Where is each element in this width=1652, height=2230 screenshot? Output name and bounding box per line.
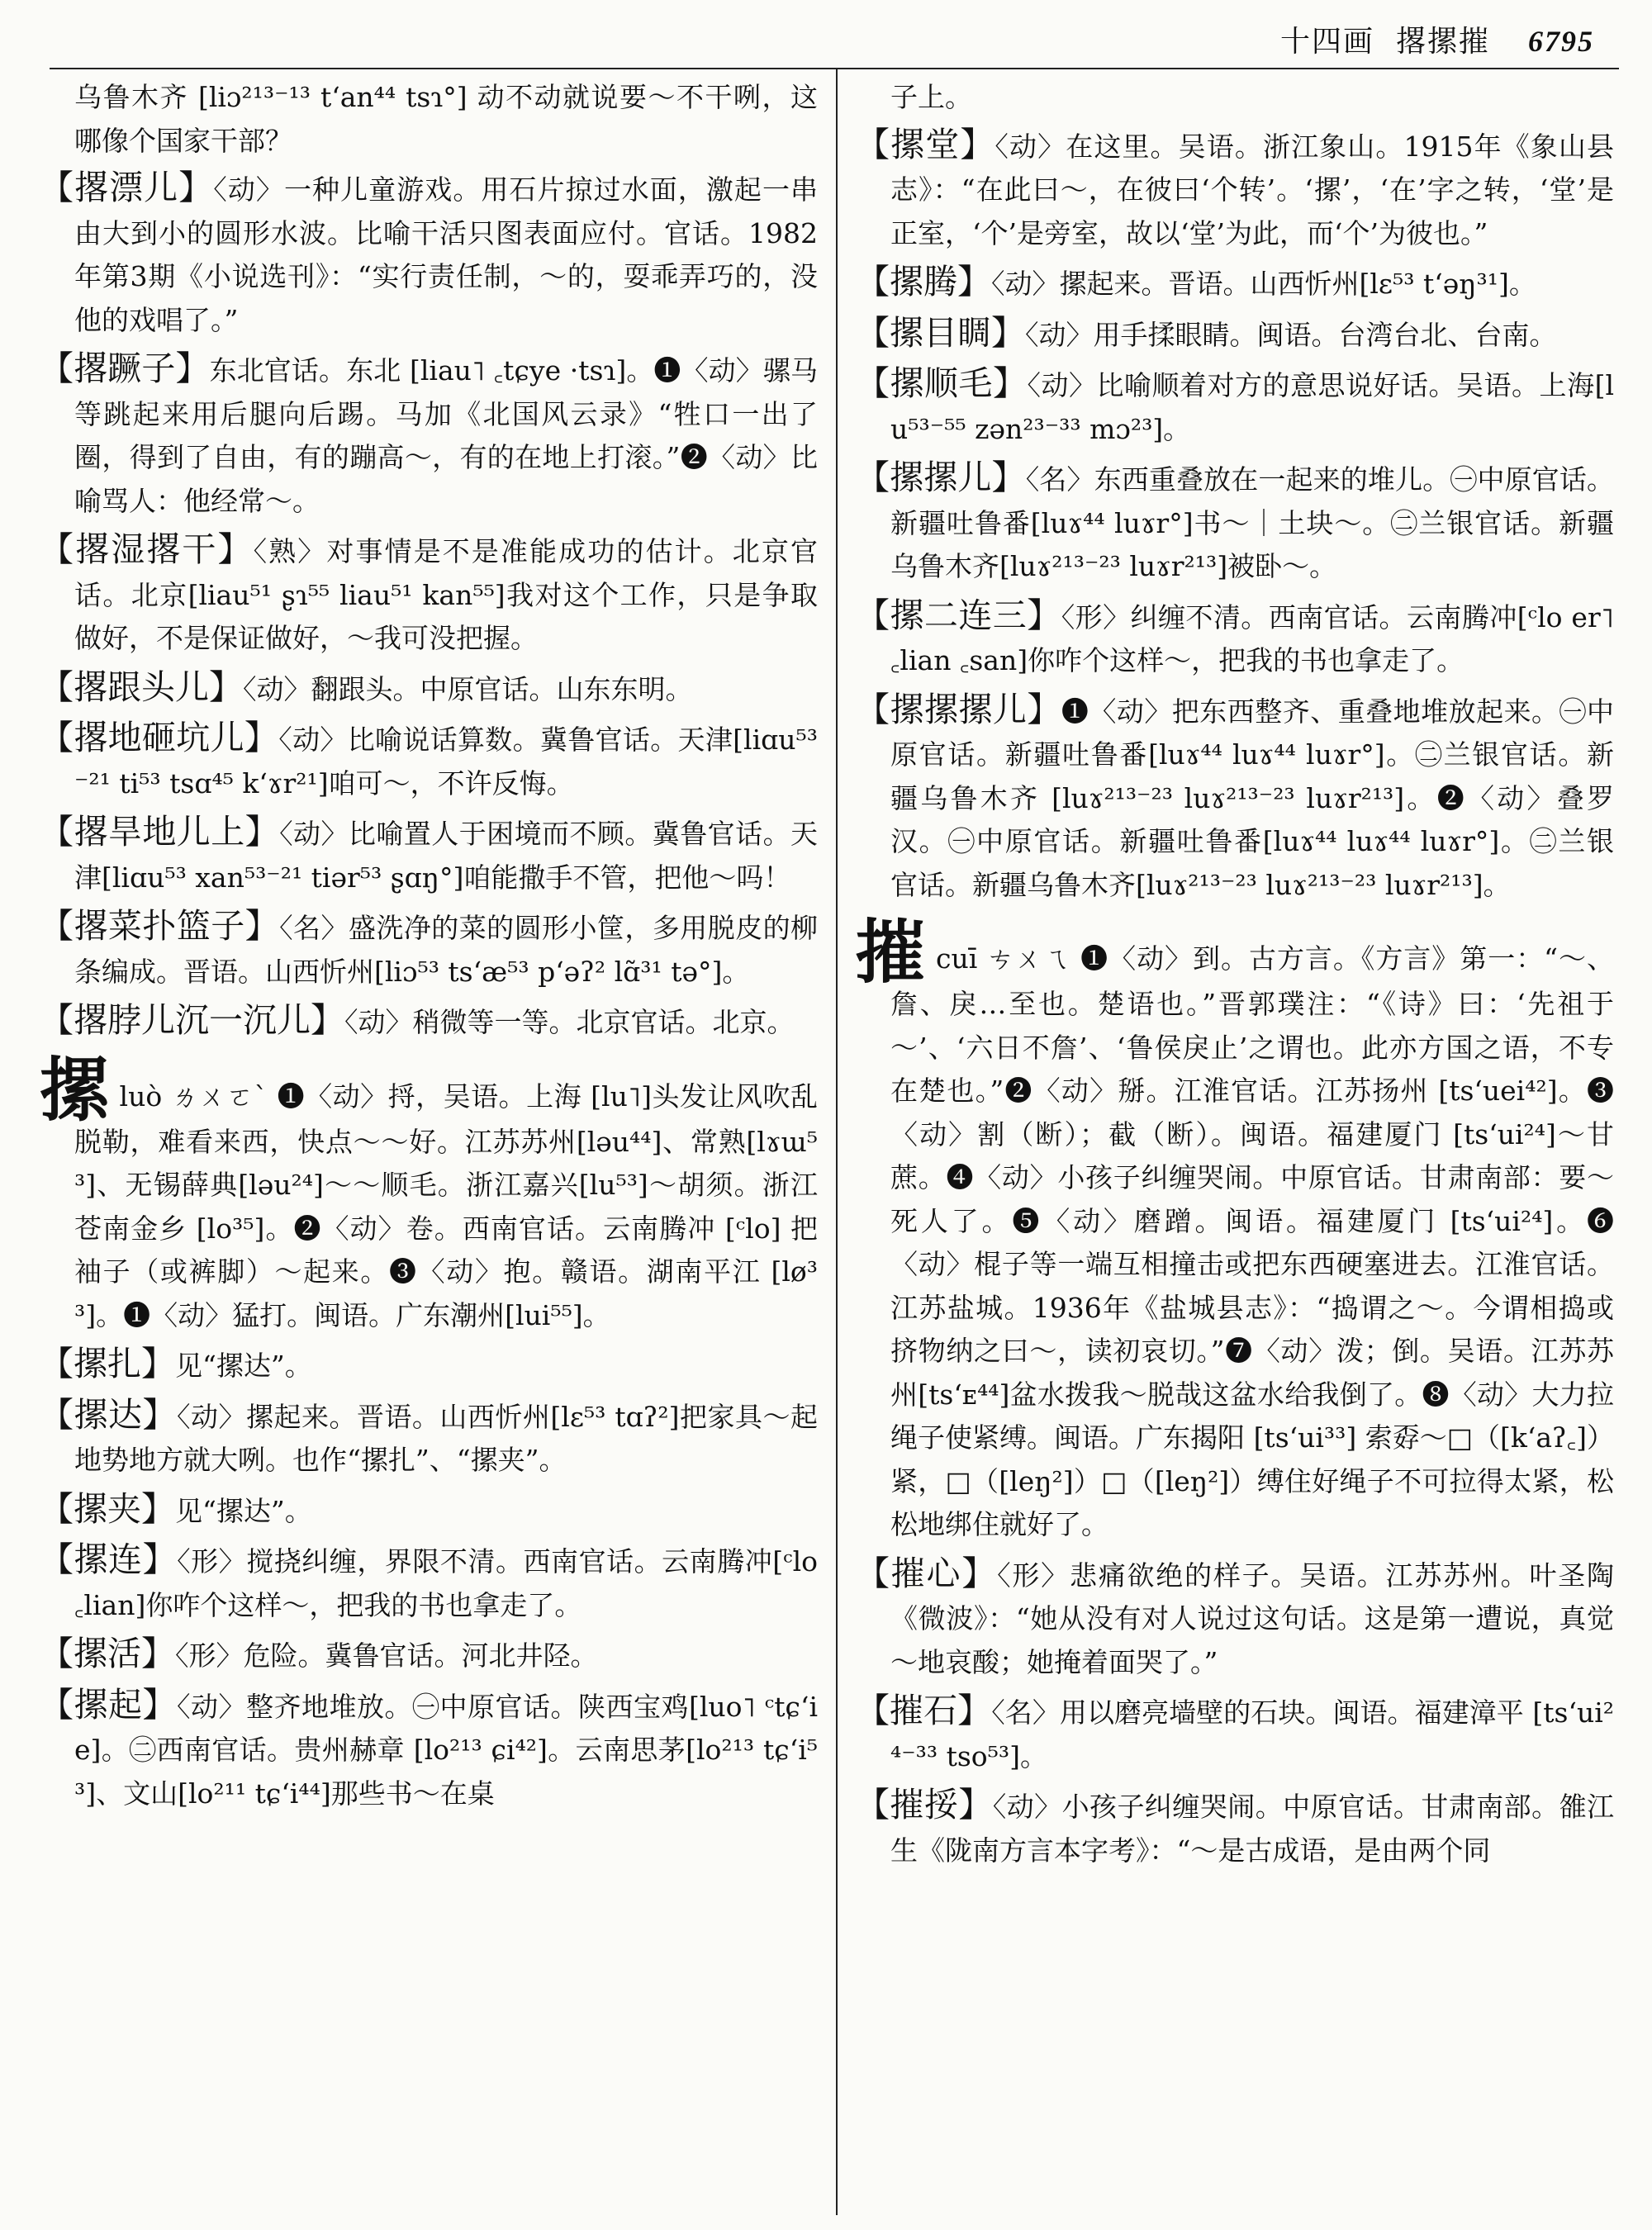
entry-headword: 【摞摞儿】 xyxy=(856,458,1026,497)
entry-headword: 【摞活】 xyxy=(40,1634,175,1673)
dictionary-entry xyxy=(856,311,1614,358)
entry-definition: 〈形〉搅挠纠缠，界限不清。西南官话。云南腾冲[ᶜlo ꜀lian]你咋个这样～，把我的书也拿走了。 xyxy=(74,1545,818,1621)
entry-definition: 〈名〉盛洗净的菜的圆形小筐，多用脱皮的柳条编成。晋语。山西忻州[liɔ⁵³ tsʻæ⁵³ pʻəʔ² lɑ̃³¹ tə°]。 xyxy=(74,912,819,988)
dictionary-entry xyxy=(40,999,818,1045)
entry-definition: 〈动〉翻跟头。中原官话。山东东明。 xyxy=(243,672,693,705)
dictionary-entry xyxy=(856,260,1614,306)
entry-definition: 〈熟〉对事情是不是准能成功的估计。北京官话。北京[liau⁵¹ ʂɿ⁵⁵ liau⁵¹ kan⁵⁵]我对这个工作，只是争取做好，不是保证做好，～我可没把握。 xyxy=(74,535,819,654)
dictionary-entry xyxy=(40,810,818,899)
entry-headword: 【摞连】 xyxy=(40,1540,178,1579)
entry-headword: 【撂跟头儿】 xyxy=(40,667,243,707)
entry-definition: 东北官话。东北 [liau˥ ꜀tɕye ·tsɿ]。❶〈动〉骡马等跳起来用后腿向后踢。马加《北国风云录》“牲口一出了圈，得到了自由，有的蹦高～，有的在地上打滚。”❷〈动〉比喻骂人：他经常～。 xyxy=(74,354,818,517)
entry-headword: 【摧挼】 xyxy=(856,1785,993,1824)
head-character-entry xyxy=(40,1048,818,1338)
entry-headword: 【摞达】 xyxy=(40,1394,177,1435)
entry-headword: 【摞目睭】 xyxy=(856,312,1025,353)
entry-definition: 〈动〉摞起来。晋语。山西忻州[lɛ⁵³ tʻəŋ³¹]。 xyxy=(991,268,1536,300)
entry-definition: 〈动〉一种儿童游戏。用石片掠过水面，激起一串由大到小的圆形水波。比喻干活只图表面应付。官话。1982年第3期《小说选刊》：“实行责任制，～的，耍乖弄巧的，没他的戏唱了。” xyxy=(74,173,819,336)
dictionary-entry xyxy=(40,1393,818,1483)
entry-headword: 【摞扎】 xyxy=(40,1344,175,1383)
entry-headword: 【撂漂儿】 xyxy=(40,168,214,207)
entry-definition: luò ㄌㄨㄛˋ ❶〈动〉捋，吴语。上海 [lu˥]头发让风吹乱脱勒，难看来西，快点～～好。江苏苏州[ləu⁴⁴]、常熟[lɤɯ⁵³]、无锡薛典[ləu²⁴]～～顺毛。浙江嘉兴[lu⁵³]～胡须。浙江苍南金乡 [lo³⁵]。❷〈动〉卷。西南官话。云南腾冲 [ᶜlo] 把袖子（或裤脚）～起来。❸〈动〉抱。赣语。湖南平江 [lø³³]。❶〈动〉猛打。闽语。广东潮州[lui⁵⁵]。 xyxy=(74,1079,818,1331)
entry-definition: 〈名〉东西重叠放在一起来的堆儿。㊀中原官话。新疆吐鲁番[luɤ⁴⁴ luɤr°]书～｜土块～。㊁兰银官话。新疆乌鲁木齐[luɤ²¹³⁻²³ luɤr²¹³]被卧～。 xyxy=(890,463,1615,582)
entry-headword: 【摞摞摞儿】 xyxy=(856,689,1061,729)
dictionary-entry xyxy=(40,666,818,712)
entry-headword: 【摞夹】 xyxy=(40,1488,175,1529)
dictionary-entry xyxy=(40,1487,818,1534)
right-column xyxy=(856,76,1614,1877)
entry-definition: 〈动〉稍微等一等。北京官话。北京。 xyxy=(344,1006,795,1038)
entry-definition: 〈动〉用手揉眼睛。闽语。台湾台北、台南。 xyxy=(1025,318,1557,351)
section-title: 十四画 xyxy=(1279,25,1374,59)
entry-headword: 【撂地砸坑儿】 xyxy=(40,718,279,757)
entry-definition: 〈动〉整齐地堆放。㊀中原官话。陕西宝鸡[luo˥ ᶜtɕʻie]。㊁西南官话。贵州赫章 [lo²¹³ ɕi⁴²]。云南思茅[lo²¹³ tɕʻi⁵³]、文山[lo²¹¹ tɕʻi⁴⁴]那些书～在桌 xyxy=(74,1690,818,1810)
entry-definition: 〈动〉在这里。吴语。浙江象山。1915年《象山县志》：“在此曰～，在彼曰‘个转’。‘摞’，‘在’字之转，‘堂’是正室，‘个’是旁室，故以‘堂’为此，而‘个’为彼也。” xyxy=(890,130,1615,249)
dictionary-entry xyxy=(856,688,1614,908)
dictionary-entry xyxy=(856,362,1614,451)
dictionary-entry xyxy=(40,1538,818,1627)
dictionary-entry xyxy=(856,1689,1614,1778)
entry-definition: 〈形〉悲痛欲绝的样子。吴语。江苏苏州。叶圣陶《微波》：“她从没有对人说过这句话。这是第一遭说，真觉～地哀酸；她掩着面哭了。” xyxy=(890,1559,1615,1678)
entry-headword: 【撂蹶子】 xyxy=(40,349,210,388)
entry-definition: 〈动〉比喻顺着对方的意思说好话。吴语。上海[lu⁵³⁻⁵⁵ zən²³⁻³³ mɔ²³]。 xyxy=(890,369,1614,445)
page-number: 6795 xyxy=(1528,25,1594,58)
entry-headword: 【摞堂】 xyxy=(856,124,995,164)
entry-definition: 〈动〉比喻说话算数。冀鲁官话。天津[liɑu⁵³⁻²¹ ti⁵³ tsɑ⁴⁵ kʻɤr²¹]咱可～，不许反悔。 xyxy=(74,724,819,799)
continued-text: 乌鲁木齐 [liɔ²¹³⁻¹³ tʻan⁴⁴ tsɿ°] 动不动就说要～不干咧，这哪像个国家干部？ xyxy=(74,81,818,157)
entry-headword: 【摞起】 xyxy=(40,1684,177,1725)
entry-definition: 〈名〉用以磨亮墙壁的石块。闽语。福建漳平 [tsʻui²⁴⁻³³ tso⁵³]。 xyxy=(890,1696,1615,1772)
entry-headword: 【撂旱地儿上】 xyxy=(40,812,280,852)
dictionary-entry xyxy=(40,347,818,523)
column-divider xyxy=(836,68,838,2215)
dictionary-entry xyxy=(40,1683,818,1816)
entry-headword: 【撂菜扑篮子】 xyxy=(40,906,280,946)
head-character: 摞 xyxy=(40,1048,110,1131)
dictionary-entry xyxy=(856,1783,1614,1872)
entry-headword: 【摞腾】 xyxy=(856,262,991,301)
entry-definition: 〈形〉纠缠不清。西南官话。云南腾冲[ᶜlo er˥ ꜀lian ꜀san]你咋个这样～，把我的书也拿走了。 xyxy=(890,600,1615,676)
entry-headword: 【摞二连三】 xyxy=(856,595,1061,635)
dictionary-entry xyxy=(40,716,818,805)
dictionary-entry xyxy=(856,594,1614,683)
entry-definition: 见“摞达”。 xyxy=(175,1494,312,1527)
entry-definition: 〈形〉危险。冀鲁官话。河北井陉。 xyxy=(175,1639,598,1672)
header-rule xyxy=(50,68,1619,69)
dictionary-entry xyxy=(856,1552,1614,1685)
dictionary-entry xyxy=(40,1632,818,1678)
entry-headword: 【摧石】 xyxy=(856,1691,992,1730)
entry-headword: 【摞顺毛】 xyxy=(856,363,1028,403)
dictionary-entry xyxy=(856,123,1614,256)
entry-definition: ❶〈动〉把东西整齐、重叠地堆放起来。㊀中原官话。新疆吐鲁番[luɤ⁴⁴ luɤ⁴⁴ luɤr°]。㊁兰银官话。新疆乌鲁木齐 [luɤ²¹³⁻²³ luɤ²¹³⁻²³ luɤr²¹³]。❷〈动〉叠罗汉。㊀中原官话。新疆吐鲁番[luɤ⁴⁴ luɤ⁴⁴ luɤr°]。㊁兰银官话。新疆乌鲁木齐[luɤ²¹³⁻²³ luɤ²¹³⁻²³ luɤr²¹³]。 xyxy=(890,695,1615,901)
dictionary-entry xyxy=(856,456,1614,589)
entry-definition: cuī ㄘㄨㄟ ❶〈动〉到。古方言。《方言》第一：“～、詹、戾…至也。楚语也。”晋郭璞注：“《诗》曰：‘先祖于～’、‘六日不詹’、‘鲁侯戾止’之谓也。此亦方国之语，不专在楚也。”❷〈动〉掰。江淮官话。江苏扬州 [tsʻuei⁴²]。❸〈动〉割（断）；截（断）。闽语。福建厦门 [tsʻui²⁴]～甘蔗。❹〈动〉小孩子纠缠哭闹。中原官话。甘肃南部：要～死人了。❺〈动〉磨蹭。闽语。福建厦门 [tsʻui²⁴]。❻〈动〉棍子等一端互相撞击或把东西硬塞进去。江淮官话。江苏盐城。1936年《盐城县志》：“捣谓之～。今谓相捣或挤物纳之曰～，读初哀切。”❼〈动〉泼；倒。吴语。江苏苏州[tsʻᴇ⁴⁴]盆水拨我～脱哉这盆水给我倒了。❽〈动〉大力拉绳子使紧缚。闽语。广东揭阳 [tsʻui³³] 索孬～□（[kʻaʔ꜀]）紧，□（[leŋ²]）□（[leŋ²]）缚住好绳子不可拉得太紧，松松地绑住就好了。 xyxy=(890,942,1614,1540)
dictionary-entry xyxy=(40,904,818,994)
dictionary-entry xyxy=(40,528,818,661)
entry-definition: 见“摞达”。 xyxy=(175,1350,312,1382)
head-character: 摧 xyxy=(856,911,926,993)
head-character-entry xyxy=(856,911,1614,1547)
entry-definition: 〈动〉摞起来。晋语。山西忻州[lɛ⁵³ tɑʔ²]把家具～起地势地方就大咧。也作“摞扎”、“摞夹”。 xyxy=(74,1400,819,1476)
entry-headword: 【撂脖儿沉一沉儿】 xyxy=(40,1000,344,1040)
entry-headword: 【撂湿撂干】 xyxy=(40,529,254,569)
continued-text: 子上。 xyxy=(890,81,972,113)
header-characters: 撂摞摧 xyxy=(1395,25,1490,59)
left-column xyxy=(40,76,818,1820)
entry-headword: 【摧心】 xyxy=(856,1553,998,1593)
dictionary-entry xyxy=(40,1342,818,1388)
page-header xyxy=(1280,18,1594,60)
dictionary-entry xyxy=(40,166,818,342)
entry-definition: 〈动〉小孩子纠缠哭闹。中原官话。甘肃南部。雒江生《陇南方言本字考》：“～是古成语，是由两个同 xyxy=(890,1791,1615,1867)
entry-definition: 〈动〉比喻置人于困境而不顾。冀鲁官话。天津[liɑu⁵³ xan⁵³⁻²¹ tiər⁵³ ʂɑŋ°]咱能撒手不管，把他～吗！ xyxy=(74,818,819,894)
